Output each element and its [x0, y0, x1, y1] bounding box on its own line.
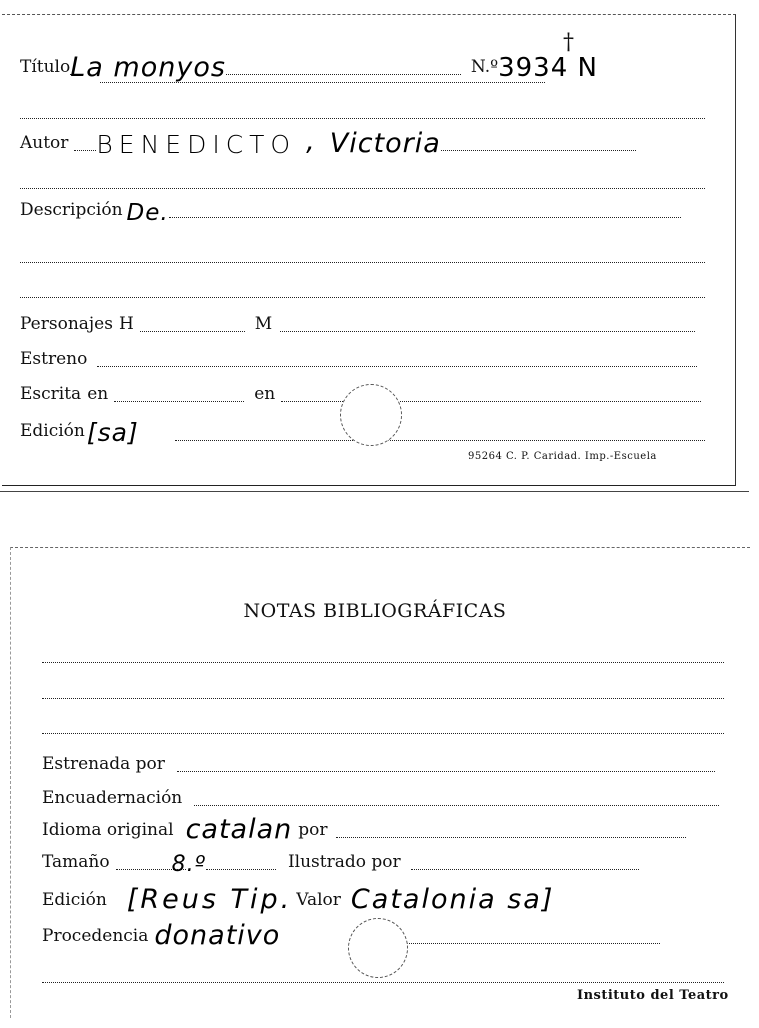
estreno-label: Estreno — [20, 349, 88, 369]
dotted-line — [20, 118, 705, 119]
punch-hole — [340, 384, 402, 446]
number-value: 3934 N — [498, 53, 598, 83]
estreno-row — [20, 349, 697, 373]
escrita-label: Escrita — [20, 384, 82, 404]
edicion2-row — [42, 884, 554, 914]
autor-sep: , — [306, 126, 316, 157]
descripcion-row — [20, 200, 681, 224]
notes-heading: NOTAS BIBLIOGRÁFICAS — [243, 600, 507, 622]
institution-footer: Instituto del Teatro — [577, 988, 729, 1003]
en-label-2: en — [254, 384, 276, 404]
edicion-label: Edición — [20, 421, 85, 441]
edicion2-value-b: Catalonia sa] — [350, 884, 555, 915]
idioma-label: Idioma original — [42, 820, 174, 840]
dotted-line — [20, 297, 705, 298]
procedencia-label: Procedencia — [42, 926, 149, 946]
personajes-row — [20, 314, 695, 338]
procedencia-value: donativo — [154, 920, 281, 951]
titulo-label: Título — [20, 57, 71, 77]
punch-hole — [348, 918, 408, 978]
encuadernacion-label: Encuadernación — [42, 788, 183, 808]
tamano-label: Tamaño — [42, 852, 110, 872]
tamano-row — [42, 852, 639, 876]
number-label: N.º — [470, 57, 499, 77]
cross-mark: † — [563, 30, 574, 55]
descripcion-label: Descripción — [20, 200, 123, 220]
encuadernacion-row — [42, 788, 719, 812]
estrenada-label: Estrenada por — [42, 754, 165, 774]
titulo-value: La monyos — [70, 52, 226, 83]
printer-note: 95264 C. P. Caridad. Imp.-Escuela — [468, 451, 657, 462]
tamano-value: 8.º — [171, 852, 206, 877]
titulo-row — [20, 52, 598, 81]
por-label: por — [298, 820, 328, 840]
dotted-line — [42, 733, 724, 734]
personajes-label: Personajes — [20, 314, 113, 334]
autor-given: Victoria — [329, 128, 441, 159]
dotted-line — [175, 440, 705, 441]
edicion2-label: Edición — [42, 890, 107, 910]
descripcion-value: De. — [126, 200, 169, 226]
edicion-value: [sa] — [86, 418, 139, 447]
en-label-1: en — [87, 384, 109, 404]
dotted-line — [42, 662, 724, 663]
estrenada-row — [42, 754, 715, 778]
valor-label: Valor — [296, 890, 341, 910]
ilustrado-label: Ilustrado por — [287, 852, 401, 872]
autor-row — [20, 126, 636, 157]
h-label: H — [118, 314, 134, 334]
autor-label: Autor — [20, 133, 69, 153]
autor-surname: BENEDICTO — [96, 130, 297, 159]
dotted-line — [20, 188, 705, 189]
edicion-row — [20, 418, 139, 445]
idioma-row — [42, 814, 686, 844]
edicion2-value-a: [Reus Tip. — [126, 884, 293, 915]
card-edge-divider — [0, 491, 749, 492]
dotted-line — [42, 982, 724, 983]
dotted-line — [20, 262, 705, 263]
m-label: M — [254, 314, 273, 334]
dotted-line — [42, 698, 724, 699]
idioma-value: catalan — [185, 814, 293, 845]
